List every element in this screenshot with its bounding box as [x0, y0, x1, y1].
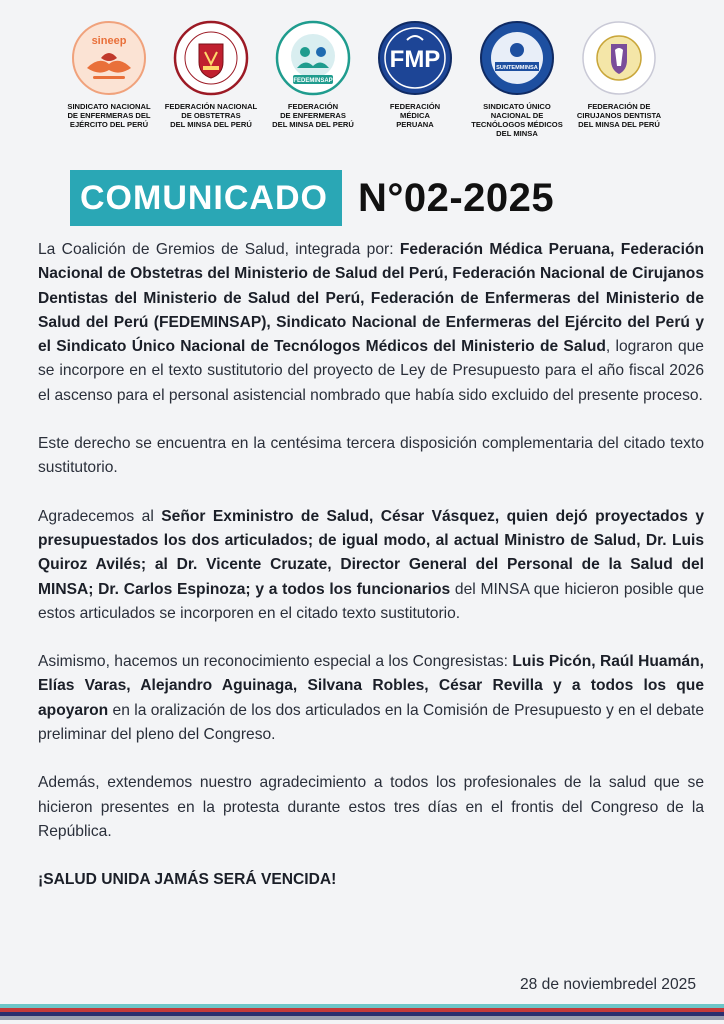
bold-text: Luis Picón, Raúl Huamán, Elías Varas, Alejandro Aguinaga, Silvana Robles, César Revilla y a todos los que apoyaron	[38, 653, 704, 719]
org-name: SINDICATO NACIONAL DE ENFERMERAS DEL EJÉRCITO DEL PERÚ	[67, 102, 151, 129]
org-suntemminsa	[466, 20, 568, 150]
text-segment: Asimismo, hacemos un reconocimiento especial a los Congresistas:	[38, 653, 513, 671]
org-sineep	[58, 20, 160, 150]
cirujanos-seal-icon	[581, 20, 657, 96]
footer-stripes	[0, 1004, 724, 1024]
fmp-logo-icon	[377, 20, 453, 96]
text-segment: La Coalición de Gremios de Salud, integrada por:	[38, 241, 400, 258]
text-segment: Además, extendemos nuestro agradecimiento a todos los profesionales de la salud que se hicieron presentes en la protesta durante estos tres días en el frontis del Congreso de la República.	[38, 774, 704, 840]
communique-date: 28 de noviembredel 2025	[520, 976, 696, 993]
org-name: FEDERACIÓN DE ENFERMERAS DEL MINSA DEL PERÚ	[272, 102, 354, 129]
org-name: FEDERACIÓN NACIONAL DE OBSTETRAS DEL MINSA DEL PERÚ	[164, 102, 258, 129]
text-segment: , lograron que se incorpore en el texto sustitutorio del proyecto de Ley de Presupuesto para el año fiscal 2026 el ascenso para el personal asistencial nombrado que había sido excluido del presente proceso.	[38, 338, 704, 404]
obstetras-seal-icon	[173, 20, 249, 96]
org-name: SINDICATO ÚNICO NACIONAL DE TECNÓLOGOS MÉDICOS DEL MINSA	[471, 102, 563, 138]
footer-stripe	[0, 1016, 724, 1020]
bold-text: Señor Exministro de Salud, César Vásquez, quien dejó proyectados y presupuestados los dos articulados; de igual modo, al actual Ministro de Salud, Dr. Luis Quiroz Avilés; al Dr. Vicente Cruzate, Director General del Personal de la Salud del MINSA; Dr. Carlos Espinoza; y a todos los funcionarios	[38, 507, 704, 598]
paragraph-thanks-congress	[38, 650, 704, 747]
text-segment: Este derecho se encuentra en la centésima tercera disposición complementaria del citado texto sustitutorio.	[38, 435, 704, 477]
org-name: FEDERACIÓN DE CIRUJANOS DENTISTA DEL MINSA DEL PERÚ	[576, 102, 662, 129]
svg-text:FMP: FMP	[389, 46, 441, 73]
communique-title	[70, 170, 554, 226]
paragraph-thanks-ministry	[38, 505, 704, 626]
bold-text: Federación Médica Peruana, Federación Nacional de Obstetras del Ministerio de Salud del Perú, Federación Nacional de Cirujanos Dentistas del Ministerio de Salud del Perú, Federación de Enfermeras del Ministerio de Salud del Perú (FEDEMINSAP), Sindicato Nacional de Enfermeras del Ejército del Perú y el Sindicato Único Nacional de Tecnólogos Médicos del Ministerio de Salud	[38, 241, 704, 356]
communique-number: N°02-2025	[357, 175, 555, 220]
svg-text:sineep: sineep	[91, 35, 127, 47]
slogan: ¡SALUD UNIDA JAMÁS SERÁ VENCIDA!	[38, 871, 337, 889]
text-segment: del MINSA que hicieron posible que estos articulados se incorporen en el citado texto sustitutorio.	[38, 580, 704, 622]
paragraph-thanks-professionals	[38, 771, 704, 844]
text-segment: en la oralización de los dos articulados en la Comisión de Presupuesto y en el debate preliminar del pleno del Congreso.	[38, 701, 704, 744]
paragraph-coalition	[38, 238, 704, 408]
suntemminsa-seal-icon	[479, 20, 555, 96]
paragraph-right	[38, 432, 704, 481]
text-segment: Agradecemos al	[38, 507, 162, 525]
org-obstetras	[160, 20, 262, 150]
svg-text:FEDEMINSAP: FEDEMINSAP	[293, 78, 333, 84]
fedeminsap-seal-icon	[275, 20, 351, 96]
org-cirujanos	[568, 20, 670, 150]
org-fmp	[364, 20, 466, 150]
header-logos	[58, 20, 670, 150]
org-name: FEDERACIÓN MÉDICA PERUANA	[389, 102, 441, 129]
title-label: COMUNICADO	[70, 170, 342, 226]
communique-body	[38, 238, 704, 892]
org-fedeminsap	[262, 20, 364, 150]
svg-text:SUNTEMMINSA: SUNTEMMINSA	[496, 65, 538, 71]
sineep-logo-icon	[71, 20, 147, 96]
